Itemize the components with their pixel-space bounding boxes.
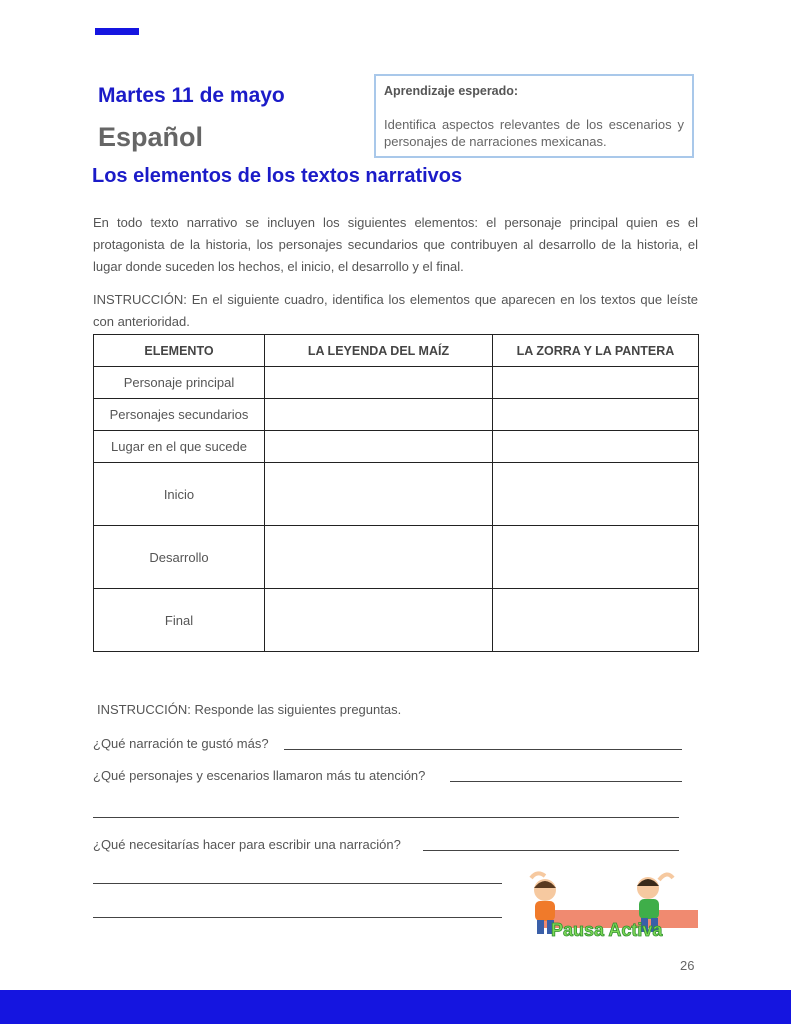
answer-cell[interactable] bbox=[265, 526, 493, 589]
table-instruction: INSTRUCCIÓN: En el siguiente cuadro, identifica los elementos que aparecen en los textos que leíste con anterioridad. bbox=[93, 292, 698, 329]
pausa-label: Pausa Activa bbox=[551, 920, 663, 940]
answer-line[interactable] bbox=[93, 883, 502, 884]
table-row bbox=[94, 367, 699, 399]
answer-line[interactable] bbox=[93, 917, 502, 918]
table-row bbox=[94, 431, 699, 463]
answer-line[interactable] bbox=[284, 749, 682, 750]
row-label: Personaje principal bbox=[94, 367, 265, 399]
row-label: Personajes secundarios bbox=[94, 399, 265, 431]
table-row bbox=[94, 399, 699, 431]
answer-cell[interactable] bbox=[493, 399, 699, 431]
answer-line[interactable] bbox=[450, 781, 682, 782]
answer-line[interactable] bbox=[423, 850, 679, 851]
top-accent-bar bbox=[95, 28, 139, 35]
table-header-leyenda: LA LEYENDA DEL MAÍZ bbox=[265, 335, 493, 367]
row-label: Inicio bbox=[94, 463, 265, 526]
subject-title: Español bbox=[98, 122, 204, 152]
learning-objective-label: Aprendizaje esperado: bbox=[384, 84, 519, 98]
table-row bbox=[94, 589, 699, 652]
questions-instruction: INSTRUCCIÓN: Responde las siguientes preguntas. bbox=[97, 702, 402, 717]
answer-cell[interactable] bbox=[493, 589, 699, 652]
answer-cell[interactable] bbox=[493, 526, 699, 589]
table-header-zorra: LA ZORRA Y LA PANTERA bbox=[493, 335, 699, 367]
learning-objective-box bbox=[374, 74, 694, 158]
answer-cell[interactable] bbox=[265, 463, 493, 526]
answer-cell[interactable] bbox=[265, 431, 493, 463]
question-3: ¿Qué necesitarías hacer para escribir una narración? bbox=[93, 837, 401, 852]
row-label: Final bbox=[94, 589, 265, 652]
intro-paragraph: En todo texto narrativo se incluyen los siguientes elementos: el personaje principal quien es el protagonista de la historia, los personajes secundarios que contribuyen al desarrollo de la historia, el lugar donde suceden los hechos, el inicio, el desarrollo y el final. bbox=[93, 215, 698, 274]
answer-cell[interactable] bbox=[493, 431, 699, 463]
learning-objective-text: Identifica aspectos relevantes de los escenarios y personajes de narraciones mexicanas. bbox=[384, 117, 684, 149]
elements-table bbox=[93, 334, 699, 652]
answer-line[interactable] bbox=[93, 817, 679, 818]
lesson-date: Martes 11 de mayo bbox=[98, 84, 285, 107]
answer-cell[interactable] bbox=[493, 367, 699, 399]
answer-cell[interactable] bbox=[265, 589, 493, 652]
table-row bbox=[94, 463, 699, 526]
answer-cell[interactable] bbox=[493, 463, 699, 526]
table-row bbox=[94, 526, 699, 589]
answer-cell[interactable] bbox=[265, 399, 493, 431]
row-label: Lugar en el que sucede bbox=[94, 431, 265, 463]
page-number: 26 bbox=[680, 958, 695, 973]
table-header-element: ELEMENTO bbox=[94, 335, 265, 367]
pausa-activa-illustration bbox=[523, 868, 698, 942]
question-1: ¿Qué narración te gustó más? bbox=[93, 736, 269, 751]
footer-bar bbox=[0, 990, 791, 1024]
row-label: Desarrollo bbox=[94, 526, 265, 589]
question-2: ¿Qué personajes y escenarios llamaron más tu atención? bbox=[93, 768, 426, 783]
section-heading: Los elementos de los textos narrativos bbox=[92, 165, 463, 187]
answer-cell[interactable] bbox=[265, 367, 493, 399]
